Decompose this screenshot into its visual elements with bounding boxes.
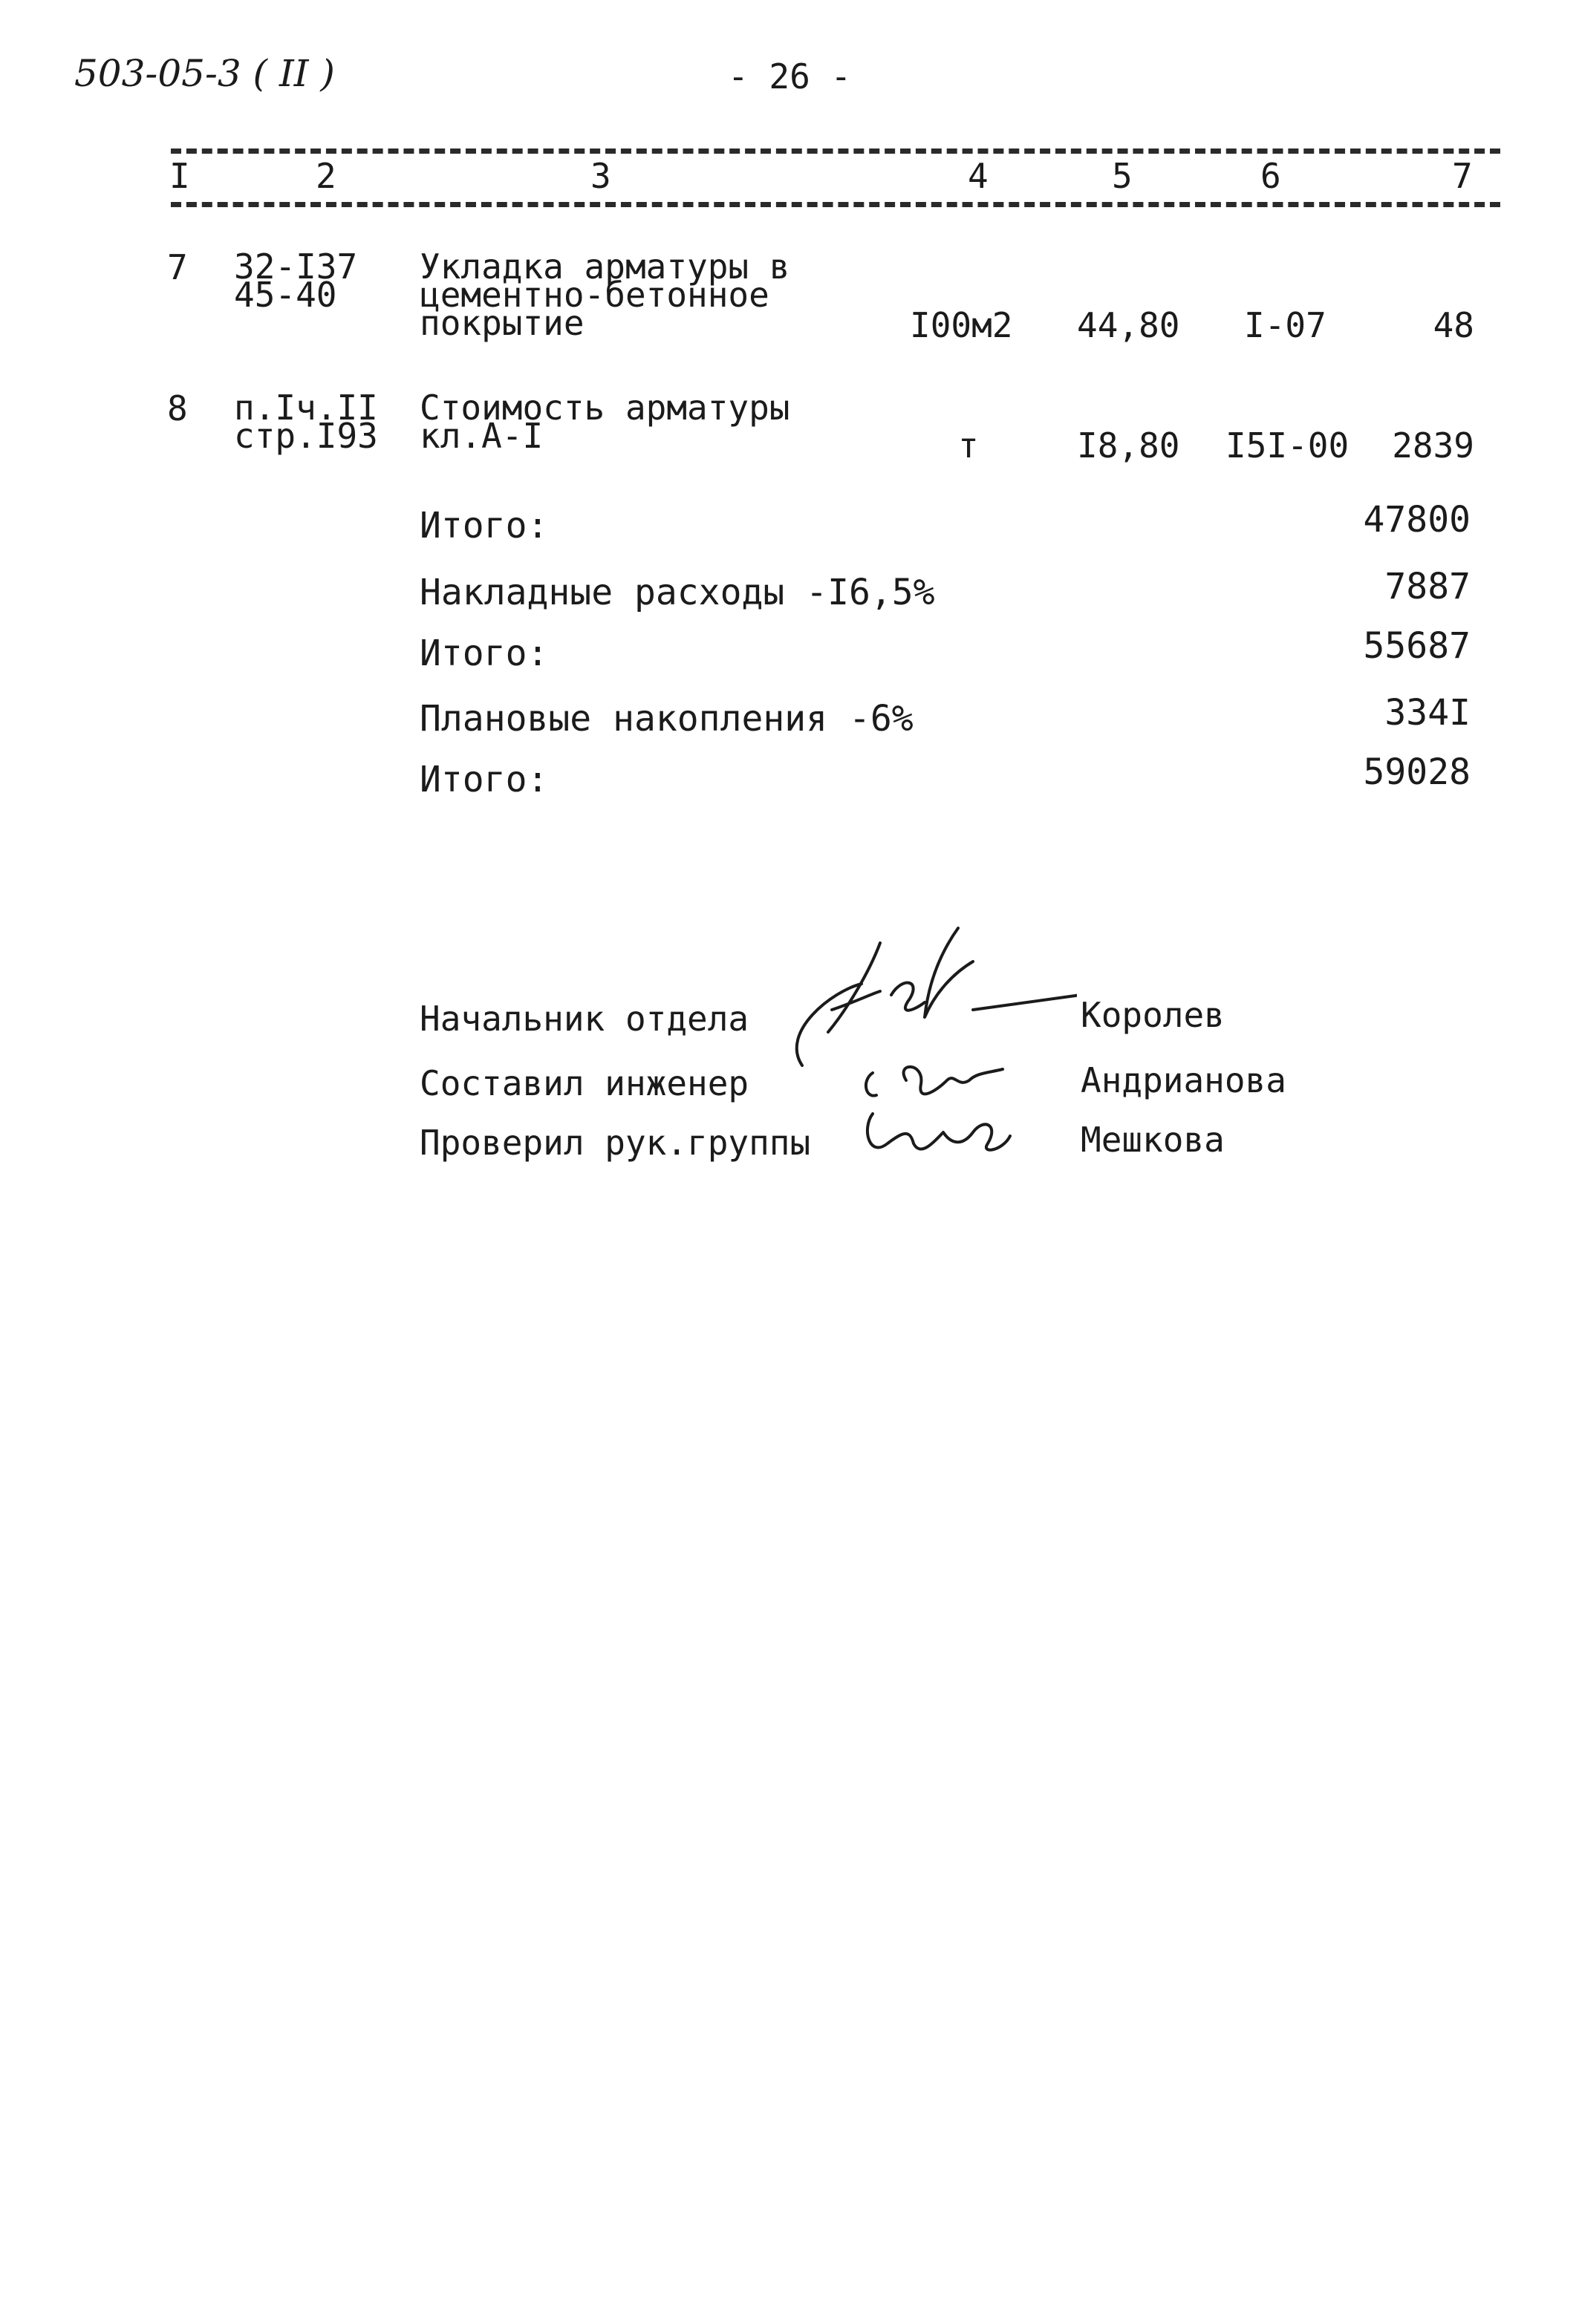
- document-code: 503-05-3 ( II ): [74, 52, 335, 95]
- signature-name: Королев: [1081, 995, 1225, 1035]
- row-code: 32-I37 45-40: [234, 247, 358, 315]
- column-number-5: 5: [1112, 156, 1133, 196]
- total-label: Итого:: [420, 505, 549, 546]
- row-description: Стоимость арматуры кл.А-I: [420, 388, 790, 456]
- planned-savings-value: 334I: [1384, 692, 1471, 734]
- row-cost: 48: [1433, 305, 1474, 345]
- row-number: 8: [167, 388, 188, 428]
- overhead-value: 7887: [1384, 566, 1471, 607]
- row-unit: I00м2: [910, 305, 1013, 345]
- page-number: - 26 -: [728, 56, 852, 97]
- row-code: п.Iч.II стр.I93: [234, 388, 378, 456]
- row-unit: т: [958, 425, 979, 466]
- row-price: I-07: [1244, 305, 1326, 345]
- subtotal-value: 55687: [1363, 625, 1471, 667]
- grand-total-value: 59028: [1363, 751, 1471, 793]
- column-number-6: 6: [1260, 156, 1281, 196]
- column-number-7: 7: [1452, 156, 1473, 196]
- signature-role: Проверил рук.группы: [420, 1123, 811, 1163]
- row-quantity: 44,80: [1077, 305, 1180, 345]
- signature-role: Начальник отдела: [420, 999, 749, 1039]
- column-number-1: I: [169, 156, 190, 196]
- table-header-top-rule: [171, 148, 1500, 154]
- handwritten-signatures: [750, 921, 1077, 1173]
- row-cost: 2839: [1392, 425, 1474, 466]
- column-number-3: 3: [590, 156, 611, 196]
- row-number: 7: [167, 247, 188, 287]
- total-value: 47800: [1363, 499, 1471, 541]
- row-description: Укладка арматуры в цементно-бетонное покрытие: [420, 247, 790, 343]
- column-number-4: 4: [968, 156, 989, 196]
- grand-total-label: Итого:: [420, 759, 549, 800]
- column-number-2: 2: [316, 156, 336, 196]
- subtotal-label: Итого:: [420, 633, 549, 674]
- overhead-label: Накладные расходы -I6,5%: [420, 572, 935, 613]
- row-price: I5I-00: [1225, 425, 1350, 466]
- row-quantity: I8,80: [1077, 425, 1180, 466]
- signature-role: Составил инженер: [420, 1063, 749, 1103]
- signature-name: Андрианова: [1081, 1060, 1286, 1100]
- signature-name: Мешкова: [1081, 1120, 1225, 1160]
- planned-savings-label: Плановые накопления -6%: [420, 698, 914, 740]
- table-header-bottom-rule: [171, 202, 1500, 207]
